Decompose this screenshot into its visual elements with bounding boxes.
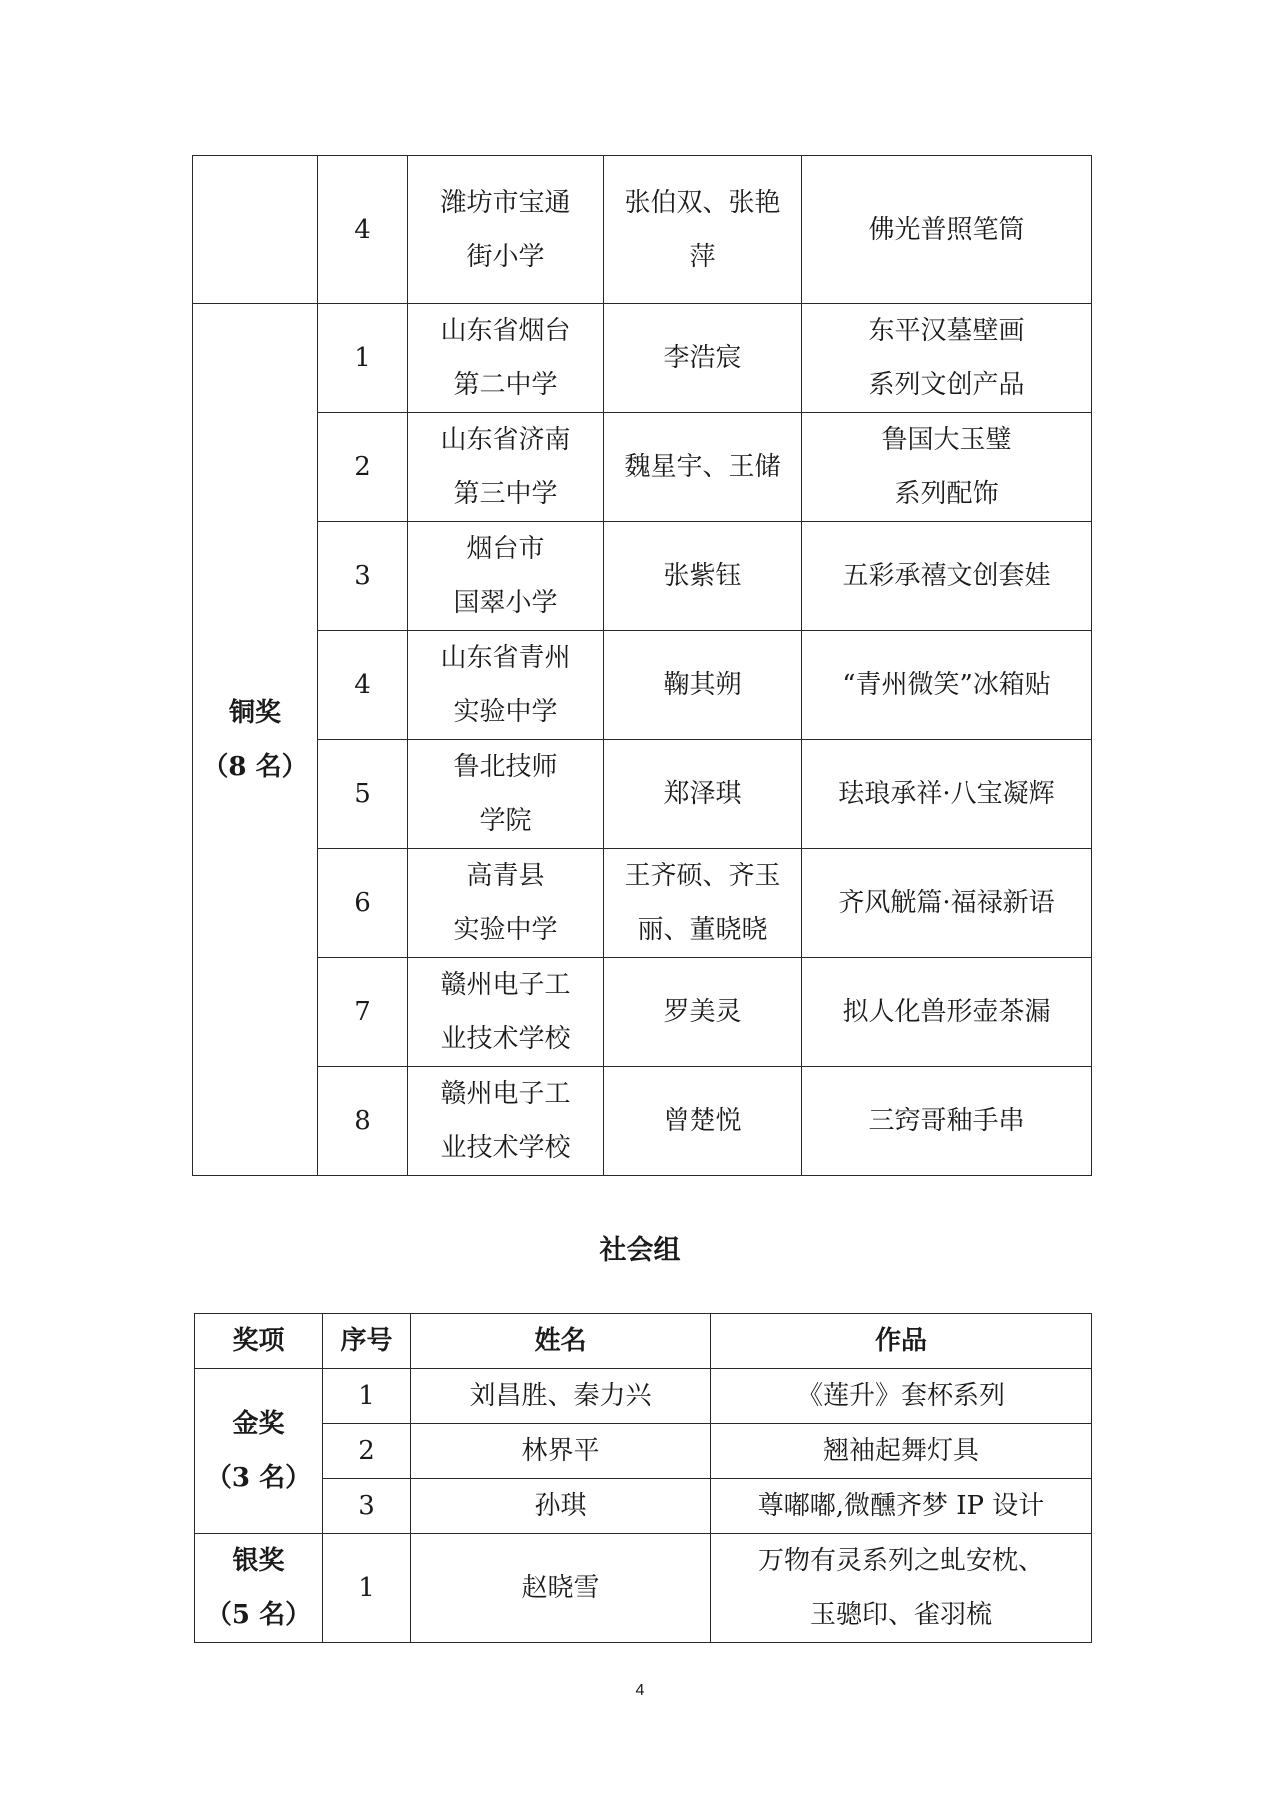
gold-award-cell [195,1369,323,1534]
work-line: 佛光普照笔筒 [868,214,1025,245]
work-cell [711,1534,1092,1643]
name-cell: 刘昌胜、秦力兴 [411,1369,711,1424]
table-row [193,849,1092,958]
table-header-row [195,1314,1092,1369]
table-row [193,1067,1092,1176]
table-row [193,413,1092,522]
work-cell: 翘袖起舞灯具 [711,1424,1092,1479]
award-count: （3 名） [205,1463,312,1493]
name-cell [604,958,802,1067]
work-line: 三窍哥釉手串 [868,1106,1025,1136]
section-title: 社会组 [599,1235,681,1266]
column-header: 作品 [711,1314,1092,1369]
name-cell: 赵晓雪 [411,1534,711,1643]
seq-cell: 5 [318,740,408,849]
award-cell-empty [193,156,318,304]
silver-award-cell [195,1534,323,1643]
award-label: 金奖 [232,1409,285,1439]
seq-cell: 4 [318,156,408,304]
school-cell [408,522,604,631]
table-row [195,1369,1092,1424]
school-line: 高青县 [466,861,545,891]
school-cell [408,156,604,304]
school-cell [408,1067,604,1176]
seq-cell: 2 [318,413,408,522]
school-line: 山东省青州 [440,643,571,673]
work-line: 系列配饰 [894,479,999,509]
bronze-award-cell [193,304,318,1176]
name-cell [604,413,802,522]
name-line: 萍 [689,241,716,272]
school-line: 业技术学校 [440,1024,571,1054]
name-cell [604,631,802,740]
name-line: 罗美灵 [663,997,742,1027]
table-row [193,740,1092,849]
table-row [193,156,1092,304]
name-cell [604,1067,802,1176]
table-row [195,1534,1092,1643]
school-line: 国翠小学 [453,588,558,618]
work-cell [802,156,1092,304]
column-header: 姓名 [411,1314,711,1369]
seq-cell: 4 [318,631,408,740]
award-table-social [194,1313,1092,1643]
school-line: 潍坊市宝通 [440,187,571,218]
award-label: 铜奖 [228,697,281,728]
school-line: 第三中学 [453,479,558,509]
school-line: 业技术学校 [440,1133,571,1163]
name-cell [604,156,802,304]
school-cell [408,849,604,958]
school-line: 赣州电子工 [440,970,571,1000]
work-line: 万物有灵系列之虬安枕、 [757,1546,1044,1576]
work-cell [802,413,1092,522]
name-line: 曾楚悦 [663,1106,742,1136]
school-line: 实验中学 [453,697,558,727]
school-line: 山东省济南 [440,425,571,455]
name-cell: 林界平 [411,1424,711,1479]
seq-cell: 3 [323,1479,411,1534]
name-cell [604,849,802,958]
work-line: 东平汉墓壁画 [868,316,1025,346]
school-line: 烟台市 [466,534,545,564]
work-cell [802,631,1092,740]
seq-cell: 8 [318,1067,408,1176]
school-line: 学院 [479,806,532,836]
school-line: 赣州电子工 [440,1079,571,1109]
work-cell [802,849,1092,958]
name-line: 魏星宇、王储 [624,452,781,482]
table-row [195,1479,1092,1534]
name-cell: 孙琪 [411,1479,711,1534]
seq-cell: 1 [323,1534,411,1643]
work-line: 玉骢印、雀羽梳 [809,1600,992,1630]
school-cell [408,631,604,740]
school-line: 第二中学 [453,370,558,400]
award-table-student [192,155,1092,1176]
work-line: 珐琅承祥·八宝凝辉 [838,779,1055,809]
work-line: 系列文创产品 [868,370,1025,400]
seq-cell: 1 [323,1369,411,1424]
column-header: 奖项 [195,1314,323,1369]
school-line: 实验中学 [453,915,558,945]
work-cell: 尊嘟嘟,微醺齐梦 IP 设计 [711,1479,1092,1534]
school-line: 鲁北技师 [453,752,558,782]
table-row [193,631,1092,740]
name-line: 张紫钰 [663,561,742,591]
name-line: 张伯双、张艳 [624,187,781,218]
seq-cell: 2 [323,1424,411,1479]
name-line: 丽、董晓晓 [637,915,768,945]
name-line: 王齐硕、齐玉 [624,861,781,891]
school-line: 街小学 [466,241,545,272]
name-cell [604,740,802,849]
award-count: （5 名） [205,1600,312,1630]
table-row [195,1424,1092,1479]
work-cell [802,304,1092,413]
table-row [193,304,1092,413]
column-header: 序号 [323,1314,411,1369]
work-cell [802,1067,1092,1176]
work-cell: 《莲升》套杯系列 [711,1369,1092,1424]
school-cell [408,958,604,1067]
award-count: （8 名） [202,751,308,782]
work-cell [802,740,1092,849]
seq-cell: 3 [318,522,408,631]
work-cell [802,522,1092,631]
work-cell [802,958,1092,1067]
name-cell [604,522,802,631]
table-row [193,958,1092,1067]
seq-cell: 7 [318,958,408,1067]
name-line: 郑泽琪 [663,779,742,809]
page-number: 4 [635,1682,645,1699]
seq-cell: 6 [318,849,408,958]
school-cell [408,740,604,849]
school-cell [408,304,604,413]
name-line: 鞠其朔 [663,670,742,700]
seq-cell: 1 [318,304,408,413]
award-label: 银奖 [232,1546,285,1576]
name-line: 李浩宸 [663,343,742,373]
work-line: 五彩承禧文创套娃 [842,561,1051,591]
work-line: “青州微笑”冰箱贴 [842,670,1051,700]
name-cell [604,304,802,413]
school-line: 山东省烟台 [440,316,571,346]
work-line: 拟人化兽形壶茶漏 [842,997,1051,1027]
work-line: 齐风觥篇·福禄新语 [838,888,1055,918]
work-line: 鲁国大玉璧 [881,425,1012,455]
table-row [193,522,1092,631]
school-cell [408,413,604,522]
